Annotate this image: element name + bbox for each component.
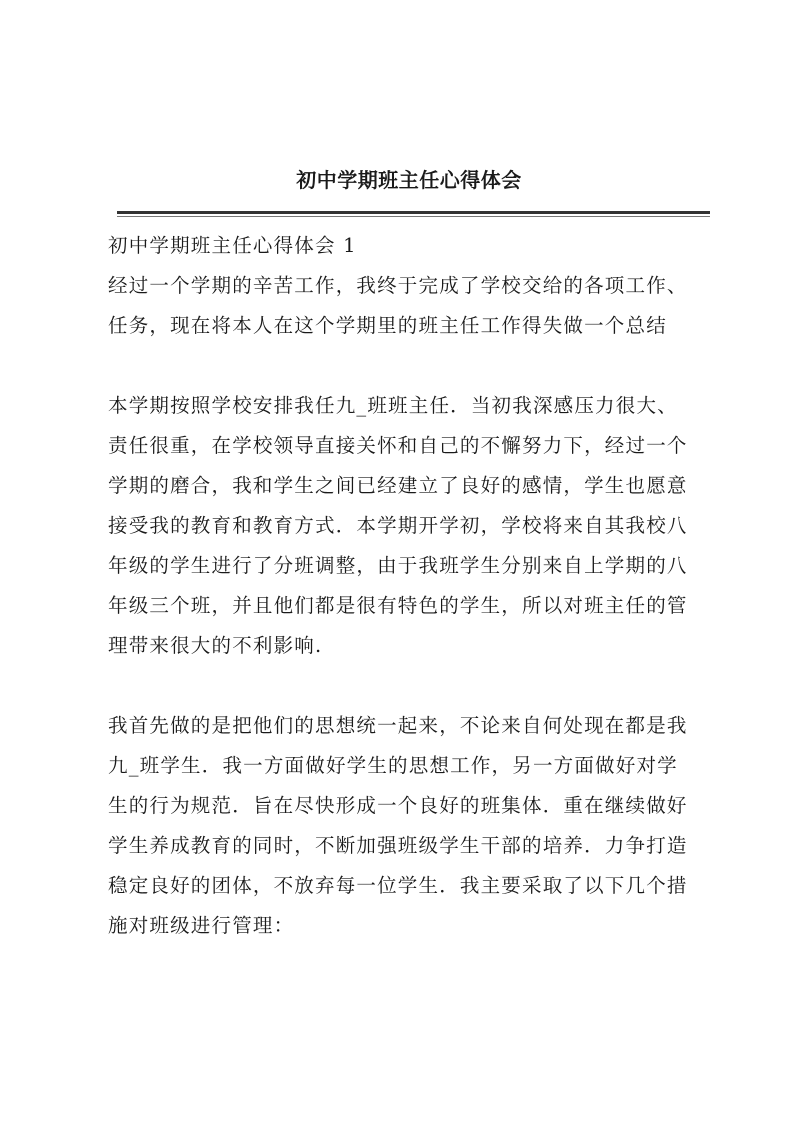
section-heading: 初中学期班主任心得体会 1 xyxy=(108,234,357,257)
paragraph-spacer xyxy=(108,666,714,706)
document-title: 初中学期班主任心得体会 xyxy=(296,168,522,192)
paragraph-line: 年级三个班，并且他们都是很有特色的学生，所以对班主任的管 xyxy=(108,594,688,617)
paragraph-line: 九_班学生．我一方面做好学生的思想工作，另一方面做好对学 xyxy=(108,754,678,777)
paragraph-line: 接受我的教育和教育方式．本学期开学初，学校将来自其我校八 xyxy=(108,514,688,537)
paragraph-line: 经过一个学期的辛苦工作，我终于完成了学校交给的各项工作、 xyxy=(108,274,688,297)
paragraph-line: 本学期按照学校安排我任九_班班主任．当初我深感压力很大、 xyxy=(108,394,678,417)
paragraph-3 xyxy=(108,706,714,946)
paragraph-1 xyxy=(108,266,714,346)
paragraph-line: 学期的磨合，我和学生之间已经建立了良好的感情，学生也愿意 xyxy=(108,474,688,497)
divider-thick-line xyxy=(117,211,710,214)
paragraph-line: 稳定良好的团体，不放弃每一位学生．我主要采取了以下几个措 xyxy=(108,874,688,897)
document-body xyxy=(108,226,714,946)
paragraph-line: 学生养成教育的同时，不断加强班级学生干部的培养．力争打造 xyxy=(108,834,688,857)
paragraph-line: 施对班级进行管理： xyxy=(108,914,295,937)
divider-thin-line xyxy=(117,216,710,217)
paragraph-line: 责任很重，在学校领导直接关怀和自己的不懈努力下，经过一个 xyxy=(108,434,688,457)
paragraph-line: 任务，现在将本人在这个学期里的班主任工作得失做一个总结 xyxy=(108,314,667,337)
title-divider xyxy=(117,211,710,217)
paragraph-spacer xyxy=(108,346,714,386)
paragraph-line: 年级的学生进行了分班调整，由于我班学生分别来自上学期的八 xyxy=(108,554,688,577)
paragraph-line: 我首先做的是把他们的思想统一起来，不论来自何处现在都是我 xyxy=(108,714,688,737)
paragraph-line: 生的行为规范．旨在尽快形成一个良好的班集体．重在继续做好 xyxy=(108,794,688,817)
paragraph-line: 理带来很大的不利影响. xyxy=(108,634,323,657)
paragraph-2 xyxy=(108,386,714,666)
